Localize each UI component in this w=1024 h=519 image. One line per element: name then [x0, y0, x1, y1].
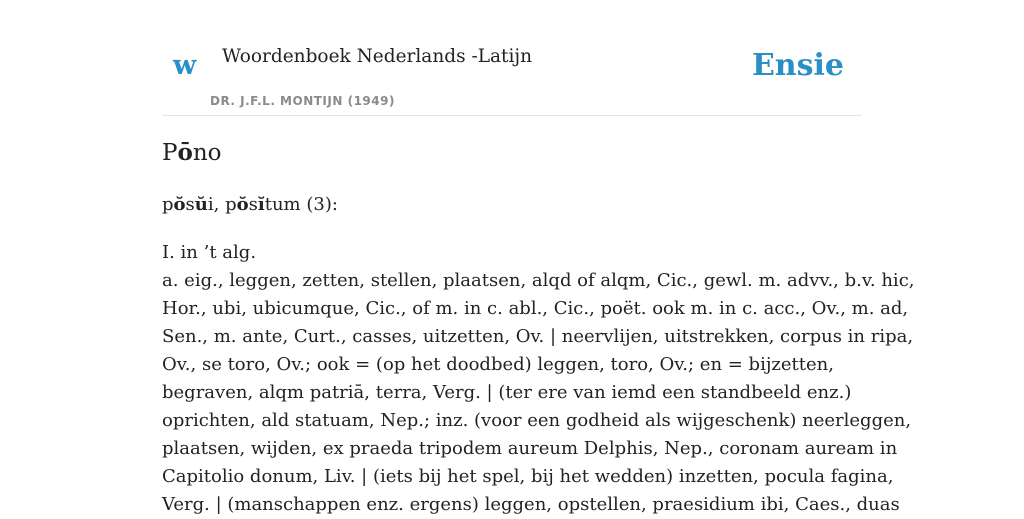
entry-title-part: P — [162, 140, 178, 166]
brand-logo[interactable]: Ensie — [751, 48, 844, 83]
dictionary-author: DR. J.F.L. MONTIJN (1949) — [210, 94, 395, 108]
form-part: ĭ — [257, 194, 265, 215]
page-container — [162, 0, 915, 515]
definition-line: Capitolio donum, Liv. | (iets bij het spel, bij het wedden) inzetten, pocula fagina, — [162, 466, 894, 487]
definition-line: Hor., ubi, ubicumque, Cic., of m. in c. abl., Cic., poët. ook m. in c. acc., Ov., m. ad, — [162, 298, 909, 319]
form-part: s — [185, 194, 195, 215]
entry-title-part: ō — [177, 139, 193, 166]
site-header — [162, 0, 862, 116]
form-part: ŏ — [173, 194, 186, 215]
definition-line: I. in ’t alg. — [162, 242, 257, 263]
entry-definition — [162, 239, 915, 519]
form-part: tum (3): — [264, 194, 338, 215]
form-part: i, p — [207, 194, 237, 215]
dictionary-title[interactable]: Woordenboek Nederlands -Latijn — [222, 46, 533, 67]
form-part: p — [162, 194, 174, 215]
definition-line: Verg. | (manschappen enz. ergens) leggen, opstellen, praesidium ibi, Caes., duas — [162, 494, 900, 515]
definition-line: begraven, alqm patriā, terra, Verg. | (ter ere van iemd een standbeeld enz.) — [162, 382, 852, 403]
definition-line: Sen., m. ante, Curt., casses, uitzetten, Ov. | neervlijen, uitstrekken, corpus in ripa, — [162, 326, 914, 347]
form-part: ŭ — [194, 194, 208, 215]
definition-line: Ov., se toro, Ov.; ook = (op het doodbed) leggen, toro, Ov.; en = bijzetten, — [162, 354, 834, 375]
entry-title — [162, 139, 222, 168]
entry-forms — [162, 193, 338, 216]
form-part: ŏ — [236, 194, 249, 215]
entry-title-part: no — [192, 140, 222, 166]
form-part: s — [248, 194, 258, 215]
dictionary-logo[interactable]: w — [173, 50, 197, 81]
definition-line: a. eig., leggen, zetten, stellen, plaatsen, alqd of alqm, Cic., gewl. m. advv., b.v. hic, — [162, 270, 915, 291]
definition-line: oprichten, ald statuam, Nep.; inz. (voor een godheid als wijgeschenk) neerleggen, — [162, 410, 912, 431]
definition-line: plaatsen, wijden, ex praeda tripodem aureum Delphis, Nep., coronam auream in — [162, 438, 898, 459]
